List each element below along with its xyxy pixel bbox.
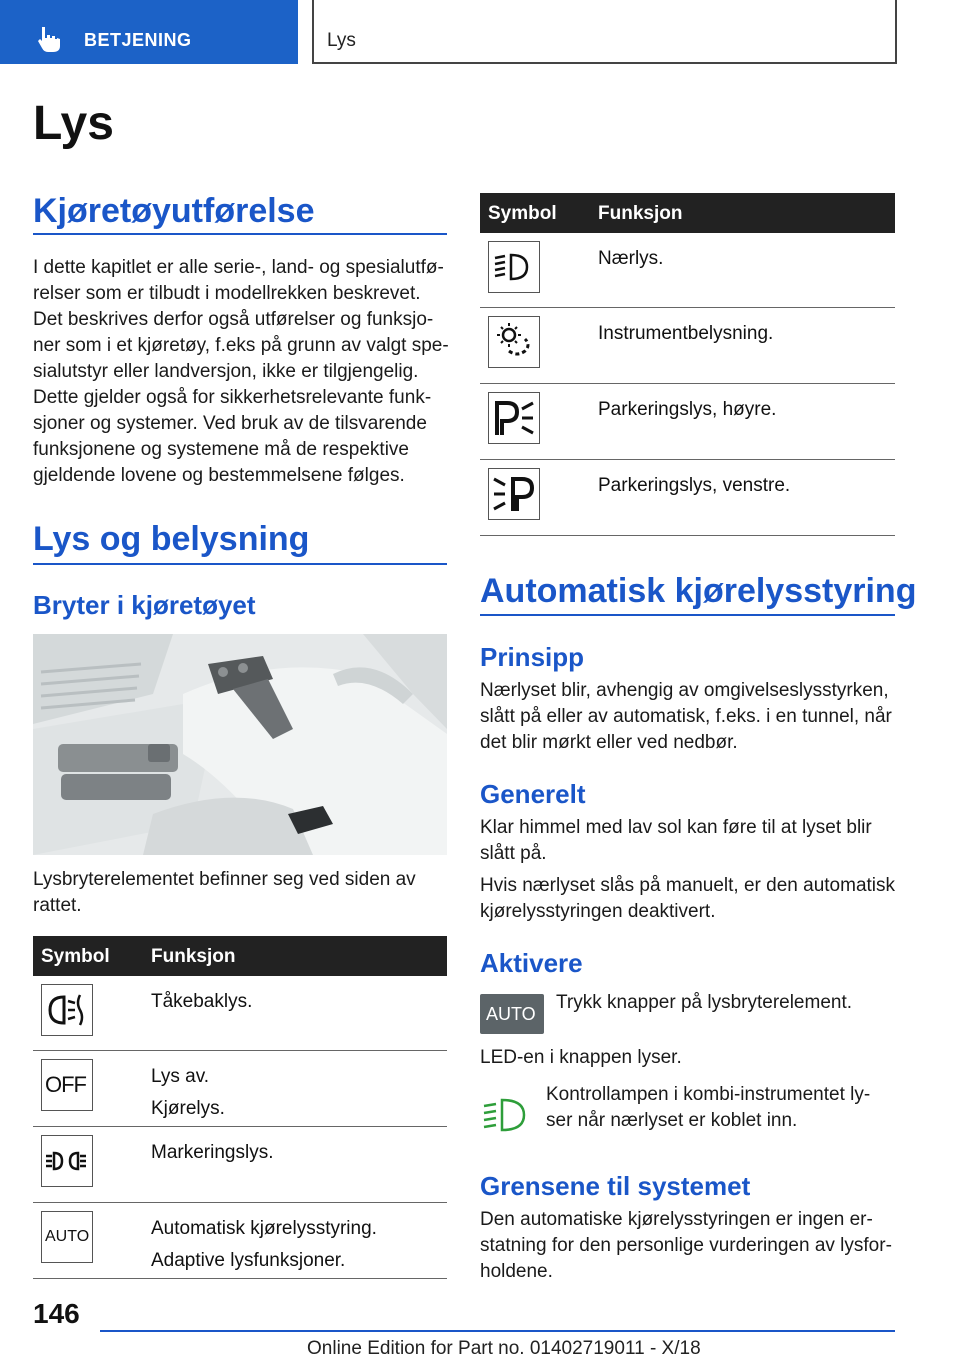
low-beam-icon: [488, 241, 540, 293]
col-symbol: Symbol: [488, 203, 557, 224]
function-label: Nærlys.: [598, 248, 664, 269]
instrument-lighting-icon: [488, 316, 540, 368]
activate-text: Trykk knapper på lysbryterelement.: [556, 992, 853, 1013]
heading-switch: Bryter i kjøretøyet: [33, 590, 256, 620]
row-text: [598, 394, 776, 426]
table-header: [480, 193, 895, 233]
general-paragraph: [480, 815, 900, 867]
text-line: ser når nærlyset er koblet inn.: [546, 1110, 798, 1131]
vehicle-paragraph: [33, 255, 453, 489]
table-row: [480, 308, 895, 384]
text-line: ner som i et kjøretøy, f.eks på grunn av valgt spe-: [33, 335, 449, 356]
principle-paragraph: [480, 678, 900, 756]
parking-light-right-icon: [488, 392, 540, 444]
function-label: Markeringslys.: [151, 1142, 274, 1163]
page-number: 146: [33, 1298, 80, 1329]
row-text: [598, 243, 663, 275]
limits-paragraph: [480, 1207, 900, 1285]
col-function: Funksjon: [151, 946, 236, 967]
chapter-header: [312, 0, 897, 64]
parking-light-left-icon: [488, 468, 540, 520]
text-line: I dette kapitlet er alle serie-, land- og spesialutfø-: [33, 257, 444, 278]
function-label: Instrumentbelysning.: [598, 323, 774, 344]
indicator-paragraph: [546, 1082, 896, 1134]
auto-button-label: AUTO: [486, 1004, 536, 1024]
heading-lighting: Lys og belysning: [33, 520, 310, 558]
off-icon: [41, 1059, 93, 1111]
text-line: sjoner og systemer. Ved bruk av de tilsvarende: [33, 413, 427, 434]
text-line: Dette gjelder også for sikkerhetsrelevante funk-: [33, 387, 432, 408]
text-line: Lysbryterelementet befinner seg ved siden av: [33, 869, 416, 890]
table-row: [33, 1127, 447, 1203]
heading-rule: [33, 233, 447, 235]
led-text: LED-en i knappen lyser.: [480, 1047, 682, 1068]
footer-rule: [100, 1330, 895, 1332]
row-text: [598, 318, 773, 350]
row-text: [598, 470, 790, 502]
auto-button-icon: [480, 994, 544, 1034]
heading-auto: Automatisk kjørelysstyring: [480, 572, 917, 610]
symbols-table-right: [480, 193, 895, 536]
col-function: Funksjon: [598, 203, 683, 224]
table-row: [33, 1051, 447, 1127]
row-text: [151, 986, 252, 1018]
col-symbol: Symbol: [41, 946, 110, 967]
text-line: slått på.: [480, 843, 547, 864]
row-text: [151, 1061, 225, 1125]
function-label: Kjørelys.: [151, 1098, 225, 1119]
function-label: Automatisk kjørelysstyring.: [151, 1218, 377, 1239]
function-label: Parkeringslys, venstre.: [598, 475, 791, 496]
row-text: [151, 1137, 273, 1169]
marker-lights-icon: [41, 1135, 93, 1187]
fog-light-icon: [41, 984, 93, 1036]
heading-limits: Grensene til systemet: [480, 1171, 751, 1201]
text-line: holdene.: [480, 1261, 553, 1282]
table-row: [480, 460, 895, 536]
chapter-title: Lys: [327, 30, 356, 51]
text-line: Kontrollampen i kombi-instrumentet ly-: [546, 1084, 871, 1105]
heading-vehicle: Kjøretøyutførelse: [33, 192, 315, 230]
text-line: relser som er tilbudt i modellrekken beskrevet.: [33, 283, 421, 304]
icon-label: AUTO: [45, 1228, 90, 1245]
text-line: funksjonene og systemene må de respektive: [33, 439, 409, 460]
table-row: [33, 976, 447, 1051]
hand-pointer-icon: [34, 24, 64, 54]
text-line: rattet.: [33, 895, 82, 916]
heading-general: Generelt: [480, 779, 586, 809]
text-line: Klar himmel med lav sol kan føre til at lyset blir: [480, 817, 872, 838]
heading-principle: Prinsipp: [480, 642, 585, 672]
text-line: statning for den personlige vurderingen av lysfor-: [480, 1235, 892, 1256]
text-line: gjeldende lovene og bestemmelsene følges.: [33, 465, 405, 486]
function-label: Lys av.: [151, 1066, 210, 1087]
text-line: Hvis nærlyset slås på manuelt, er den automatisk: [480, 875, 896, 896]
auto-icon: [41, 1211, 93, 1263]
text-line: Det beskrives derfor også utførelser og funksjo-: [33, 309, 434, 330]
text-line: kjørelysstyringen deaktivert.: [480, 901, 716, 922]
table-header: [33, 936, 447, 976]
heading-rule: [480, 614, 895, 616]
text-line: Den automatiske kjørelysstyringen er ingen er-: [480, 1209, 873, 1230]
heading-activate: Aktivere: [480, 948, 583, 978]
function-label: Parkeringslys, høyre.: [598, 399, 777, 420]
footer-edition: Online Edition for Part no. 01402719011 - X/18: [307, 1338, 701, 1359]
table-row: [33, 1203, 447, 1279]
function-label: Tåkebaklys.: [151, 991, 253, 1012]
row-text: [151, 1213, 377, 1277]
function-label: Adaptive lysfunksjoner.: [151, 1250, 346, 1271]
section-tab[interactable]: [0, 0, 298, 64]
text-line: Nærlyset blir, avhengig av omgivelseslysstyrken,: [480, 680, 889, 701]
table-row: [480, 233, 895, 308]
table-row: [480, 384, 895, 460]
indicator-lamp-icon: [480, 1092, 532, 1140]
general-paragraph-2: [480, 873, 900, 925]
section-label: BETJENING: [84, 30, 192, 50]
light-switch-photo: [33, 634, 447, 855]
icon-label: OFF: [45, 1072, 86, 1097]
text-line: det blir mørkt eller ved nedbør.: [480, 732, 738, 753]
symbols-table-left: [33, 936, 447, 1279]
heading-rule: [33, 563, 447, 565]
text-line: slått på eller av automatisk, f.eks. i en tunnel, når: [480, 706, 892, 727]
page-title: Lys: [33, 97, 114, 150]
text-line: sialutstyr eller landversjon, ikke er tilgjengelig.: [33, 361, 419, 382]
switch-caption: [33, 867, 453, 919]
